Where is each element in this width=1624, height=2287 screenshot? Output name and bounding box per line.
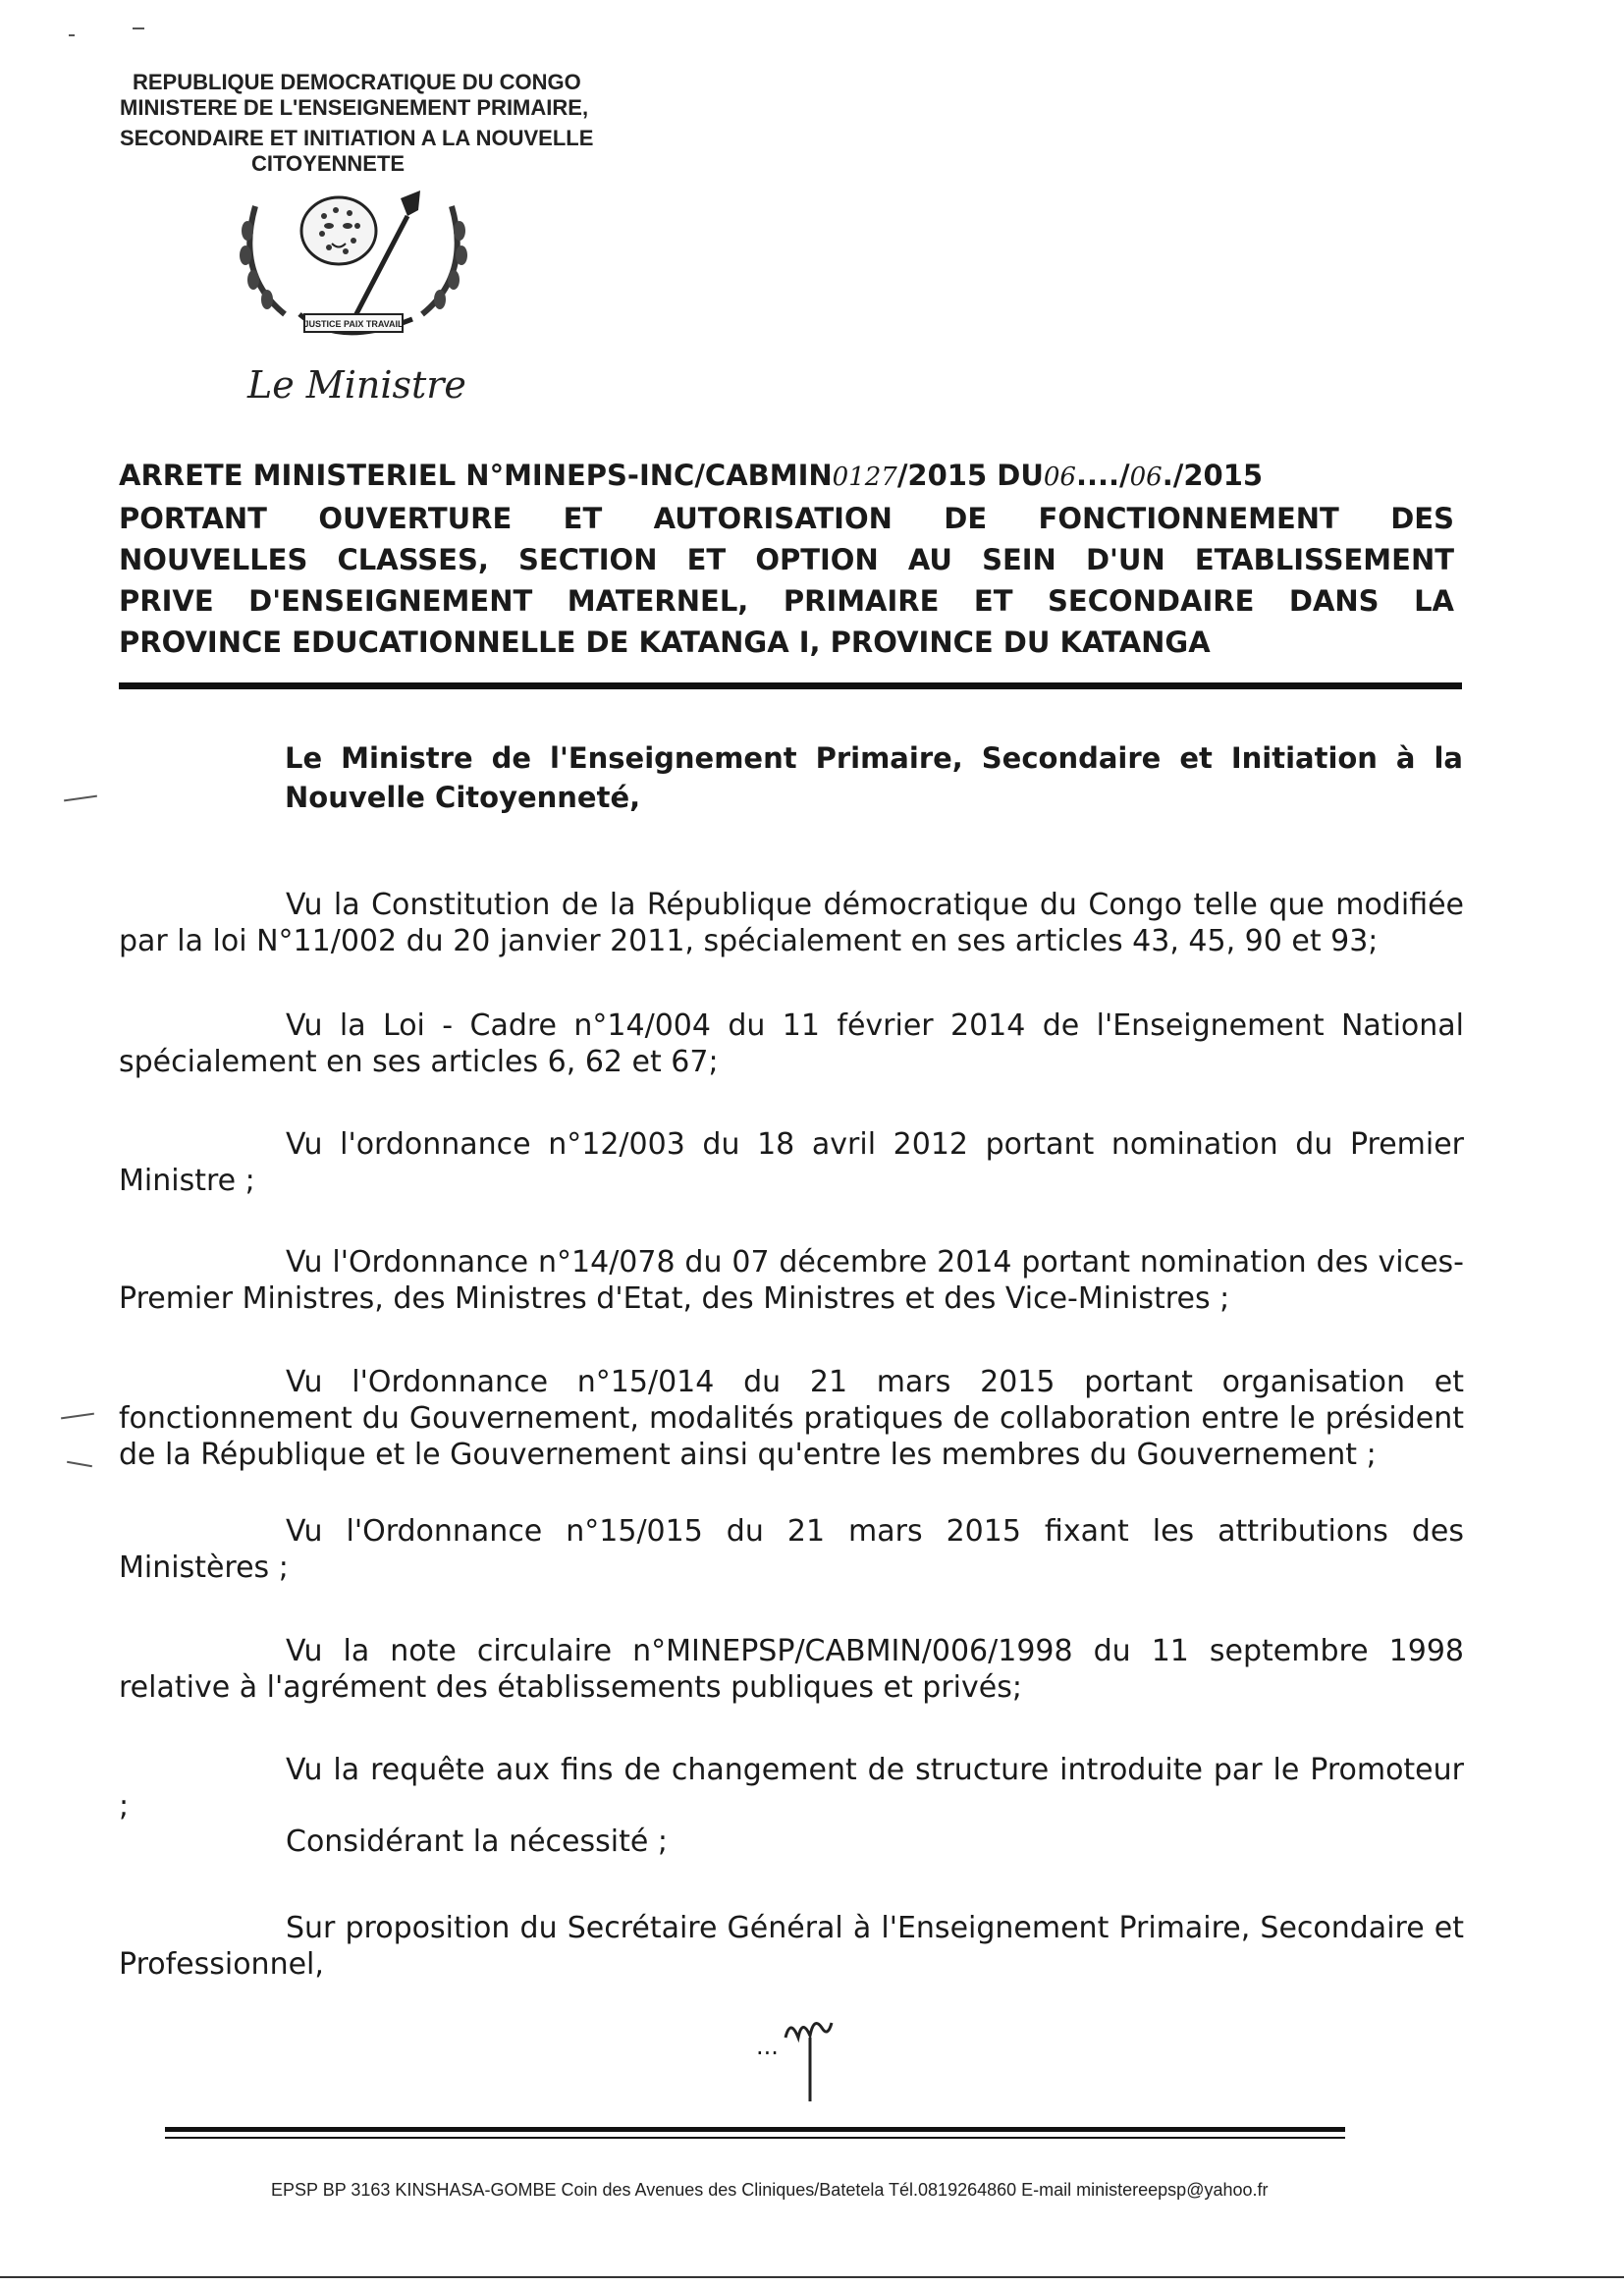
recital-constitution: Vu la Constitution de la République démocratique du Congo telle que modifiée par la loi N°11/002 du 20 janvier 2011, spécialement en ses articles 43, 45, 90 et 93;	[119, 888, 1464, 958]
header-ministry-cont: SECONDAIRE ET INITIATION A LA NOUVELLE	[120, 126, 594, 150]
recital-note-circulaire: Vu la note circulaire n°MINEPSP/CABMIN/006/1998 du 11 septembre 1998 relative à l'agrément des établissements publiques et privés;	[119, 1634, 1464, 1705]
margin-mark	[64, 795, 97, 802]
recital-requete: Vu la requête aux fins de changement de structure introduite par le Promoteur ;	[119, 1753, 1464, 1824]
continuation-dots: ...	[756, 2033, 779, 2060]
intro-minister: Le Ministre de l'Enseignement Primaire, Secondaire et Initiation à la Nouvelle Citoyenneté,	[285, 741, 1463, 814]
footer-rule-thin	[165, 2137, 1345, 2139]
recital-ordonnance-premier-ministre: Vu l'ordonnance n°12/003 du 18 avril 2012 portant nomination du Premier Ministre ;	[119, 1127, 1464, 1198]
coat-of-arms-emblem	[226, 187, 481, 354]
recital-proposition: Sur proposition du Secrétaire Général à l'Enseignement Primaire, Secondaire et Professionnel,	[119, 1911, 1464, 1982]
footer-rule-thick	[165, 2127, 1345, 2132]
scan-speck	[69, 34, 75, 36]
scan-bottom-edge	[0, 2276, 1624, 2278]
recital-ordonnance-ministres: Vu l'Ordonnance n°14/078 du 07 décembre 2014 portant nomination des vices-Premier Ministres, des Ministres d'Etat, des Ministres et des Vice-Ministres ;	[119, 1245, 1464, 1316]
handwritten-number: 0127	[832, 463, 897, 492]
header-ministry: MINISTERE DE L'ENSEIGNEMENT PRIMAIRE,	[120, 95, 589, 120]
title-divider	[119, 682, 1462, 689]
decree-title-line4: PRIVE D'ENSEIGNEMENT MATERNEL, PRIMAIRE ET SECONDAIRE DANS LA	[119, 584, 1454, 618]
decree-title-line3: NOUVELLES CLASSES, SECTION ET OPTION AU SEIN D'UN ETABLISSEMENT	[119, 543, 1454, 576]
scan-speck	[133, 27, 144, 29]
recital-ordonnance-gouvernement: Vu l'Ordonnance n°15/014 du 21 mars 2015 portant organisation et fonctionnement du Gouvernement, modalités pratiques de collaboration entre le président de la République et le Gouvernement ainsi qu'entre les membres du Gouvernement ;	[119, 1365, 1464, 1472]
decree-title	[119, 455, 1454, 663]
recital-ordonnance-attributions: Vu l'Ordonnance n°15/015 du 21 mars 2015 fixant les attributions des Ministères ;	[119, 1514, 1464, 1585]
emblem-motto: JUSTICE PAIX TRAVAIL	[303, 319, 404, 329]
margin-mark	[61, 1413, 94, 1420]
decree-title-line5: PROVINCE EDUCATIONNELLE DE KATANGA I, PROVINCE DU KATANGA	[119, 626, 1211, 659]
margin-mark	[67, 1461, 92, 1467]
header-citoyennete: CITOYENNETE	[251, 151, 406, 176]
decree-title-line2: PORTANT OUVERTURE ET AUTORISATION DE FONCTIONNEMENT DES	[119, 502, 1454, 535]
header-republic: REPUBLIQUE DEMOCRATIQUE DU CONGO	[133, 70, 581, 94]
footer-address: EPSP BP 3163 KINSHASA-GOMBE Coin des Avenues des Cliniques/Batetela Tél.0819264860 E-mail ministereepsp@yahoo.fr	[271, 2180, 1269, 2200]
recital-considerant: Considérant la nécessité ;	[286, 1824, 668, 1859]
recital-loi-cadre: Vu la Loi - Cadre n°14/004 du 11 février 2014 de l'Enseignement National spécialement en ses articles 6, 62 et 67;	[119, 1008, 1464, 1079]
handwritten-month: 06	[1129, 463, 1163, 492]
initials-signature	[781, 2008, 839, 2106]
handwritten-day: 06	[1043, 463, 1076, 492]
signature-title: Le Ministre	[247, 363, 466, 407]
decree-title-line1: ARRETE MINISTERIEL N°MINEPS-INC/CABMIN0127/2015 DU06..../06./2015	[119, 459, 1264, 492]
